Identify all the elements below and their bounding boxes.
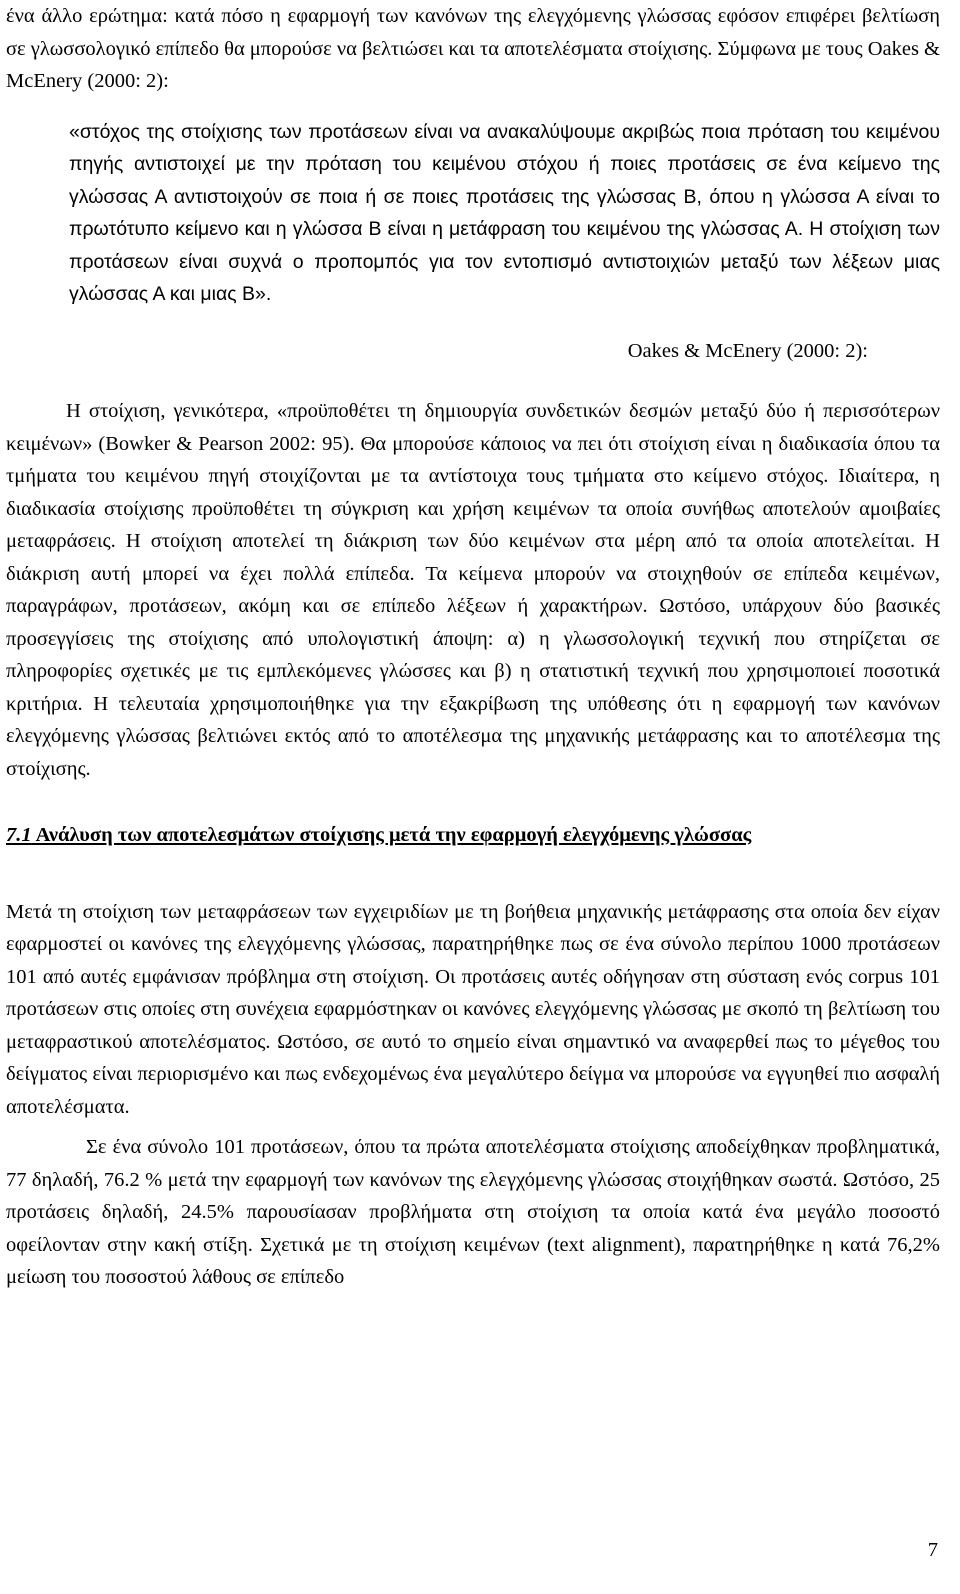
quote-citation: Oakes & McEnery (2000: 2): (627, 339, 868, 362)
block-quote: «στόχος της στοίχισης των προτάσεων είναι να ανακαλύψουμε ακριβώς ποια πρόταση του κειμένου πηγής αντιστοιχεί με την πρόταση του κειμένου στόχου ή ποιες προτάσεις σε ένα κείμενο της γλώσσας Α αντιστοιχούν σε ποια ή σε ποιες προτάσεις της γλώσσας Β, όπου η γλώσσα Α είναι το πρωτότυπο κείμενο και η γλώσσα Β είναι η μετάφραση του κειμένου της γλώσσας Α. Η στοίχιση των προτάσεων είναι συχνά ο προπομπός για τον εντοπισμό αντιστοιχιών μεταξύ των λέξεων μιας γλώσσας Α και μιας Β». (69, 120, 940, 305)
section-paragraph-1: Μετά τη στοίχιση των μεταφράσεων των εγχειριδίων με τη βοήθεια μηχανικής μετάφρασης στα οποία δεν είχαν εφαρμοστεί οι κανόνες της ελεγχόμενης γλώσσας, παρατηρήθηκε πως σε ένα σύνολο περίπου 1000 προτάσεων 101 από αυτές εμφάνισαν πρόβλημα στη στοίχιση. Οι προτάσεις αυτές οδήγησαν στη σύσταση ενός corpus 101 προτάσεων στις οποίες στη συνέχεια εφαρμόστηκαν οι κανόνες ελεγχόμενης γλώσσας με σκοπό τη βελτίωση του μεταφραστικού αποτελέσματος. Ωστόσο, σε αυτό το σημείο είναι σημαντικό να αναφερθεί πως το μέγεθος του δείγματος είναι περιορισμένο και πως ενδεχομένως ένα μεγαλύτερο δείγμα να μπορούσε να εγγυηθεί πιο ασφαλή αποτελέσματα. (6, 900, 940, 1118)
document-page (6, 0, 940, 1594)
section-paragraph-2: Σε ένα σύνολο 101 προτάσεων, όπου τα πρώτα αποτελέσματα στοίχισης αποδείχθηκαν προβληματικά, 77 δηλαδή, 76.2 % μετά την εφαρμογή των κανόνων της ελεγχόμενης γλώσσας στοιχήθηκαν σωστά. Ωστόσο, 25 προτάσεις δηλαδή, 24.5% παρουσίασαν προβλήματα στη στοίχιση τα οποία κατά ένα μεγάλο ποσοστό οφείλονταν στην κακή στίξη. Σχετικά με τη στοίχιση κειμένων (text alignment), παρατηρήθηκε η κατά 76,2% μείωση του ποσοστού λάθους σε επίπεδο (6, 1136, 940, 1288)
section-title: Ανάλυση των αποτελεσμάτων στοίχισης μετά την εφαρμογή ελεγχόμενης γλώσσας (31, 824, 752, 846)
intro-paragraph: ένα άλλο ερώτημα: κατά πόσο η εφαρμογή των κανόνων της ελεγχόμενης γλώσσας εφόσον επιφέρει βελτίωση σε γλωσσολογικό επίπεδο θα μπορούσε να βελτιώσει και τα αποτελέσματα στοίχισης. Σύμφωνα με τους Oakes & McEnery (2000: 2): (6, 5, 940, 92)
section-number: 7.1 (6, 824, 32, 846)
body-paragraph: Η στοίχιση, γενικότερα, «προϋποθέτει τη δημιουργία συνδετικών δεσμών μεταξύ δύο ή περισσότερων κειμένων» (Bowker & Pearson 2002: 95). Θα μπορούσε κάποιος να πει ότι στοίχιση είναι η διαδικασία όπου τα τμήματα του κειμένου πηγή στοιχίζονται με τα αντίστοιχα τους τμήματα στο κείμενο στόχος. Ιδιαίτερα, η διαδικασία στοίχισης προϋποθέτει τη σύγκριση και χρήση κειμένων τα οποία συνήθως αποτελούν αμοιβαίες μεταφράσεις. Η στοίχιση αποτελεί τη διάκριση των δύο κειμένων στα μέρη από τα οποία αποτελείται. Η διάκριση αυτή μπορεί να έχει πολλά επίπεδα. Τα κείμενα μπορούν να στοιχηθούν σε επίπεδα κειμένων, παραγράφων, προτάσεων, ακόμη και σε επίπεδο λέξεων ή χαρακτήρων. Ωστόσο, υπάρχουν δύο βασικές προσεγγίσεις της στοίχισης από υπολογιστική άποψη: α) η γλωσσολογική τεχνική που στηρίζεται σε πληροφορίες σχετικές με τις εμπλεκόμενες γλώσσες και β) η στατιστική τεχνική που χρησιμοποιεί ποσοτικά κριτήρια. Η τελευταία χρησιμοποιήθηκε για την εξακρίβωση της υπόθεσης ότι η εφαρμογή των κανόνων ελεγχόμενης γλώσσας βελτιώνει εκτός από το αποτέλεσμα της μηχανικής μετάφρασης και το αποτέλεσμα της στοίχισης. (6, 400, 940, 780)
page-number: 7 (927, 1539, 938, 1561)
section-heading (6, 819, 940, 852)
